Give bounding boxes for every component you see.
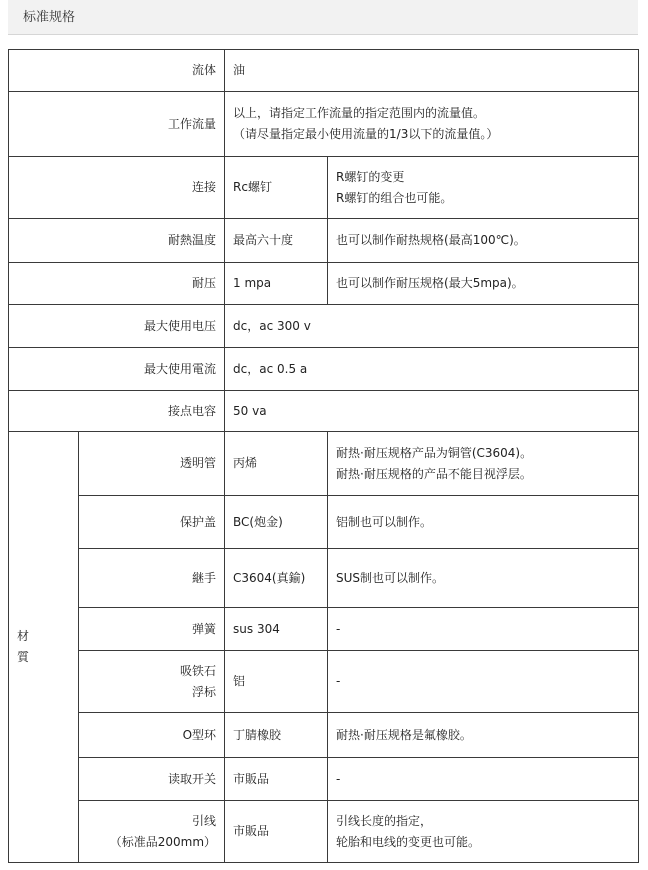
row-value: 1 mpa [225, 263, 328, 305]
note-line: R螺钉的变更 [336, 169, 405, 184]
row-label: 最大使用電流 [9, 348, 225, 391]
row-label: 耐压 [9, 263, 225, 305]
row-value: 市販品 [225, 758, 328, 801]
material-row-cover [9, 496, 639, 549]
row-value: dc，ac 300 v [225, 305, 639, 348]
material-row-magnet-float [9, 651, 639, 713]
row-label: 接点电容 [9, 391, 225, 432]
material-row-joint [9, 549, 639, 608]
label-line: 吸铁石 [180, 663, 217, 678]
spec-row-pressure [9, 263, 639, 305]
group-label-line: 材 [17, 629, 30, 643]
spec-row-current [9, 348, 639, 391]
row-note [328, 157, 639, 219]
row-value: dc，ac 0.5 a [225, 348, 639, 391]
row-value: 丁腈橡胶 [225, 713, 328, 758]
row-label: 弹簧 [79, 608, 225, 651]
row-label: O型环 [79, 713, 225, 758]
row-note: 也可以制作耐热规格(最高100℃)。 [328, 219, 639, 263]
label-line: 浮标 [192, 684, 217, 699]
spec-row-voltage [9, 305, 639, 348]
section-title: 标准规格 [8, 0, 638, 35]
spec-table [8, 49, 639, 863]
group-label-line: 質 [17, 650, 30, 664]
label-line: （标准品200mm） [109, 834, 217, 849]
row-value: C3604(真鍮) [225, 549, 328, 608]
row-value: BC(炮金) [225, 496, 328, 549]
value-line: 以上，请指定工作流量的指定范围内的流量值。 [233, 106, 486, 120]
row-label: 耐熱温度 [9, 219, 225, 263]
material-row-lead-wire [9, 801, 639, 863]
spec-row-contact [9, 391, 639, 432]
row-value [225, 92, 639, 157]
row-note: - [328, 758, 639, 801]
spec-row-fluid [9, 50, 639, 92]
note-line: 轮胎和电线的变更也可能。 [336, 834, 481, 849]
row-value: 丙烯 [225, 432, 328, 496]
row-note: - [328, 651, 639, 713]
spec-row-heat [9, 219, 639, 263]
note-line: R螺钉的组合也可能。 [336, 190, 453, 205]
row-value: 油 [225, 50, 639, 92]
row-label: 透明管 [79, 432, 225, 496]
spec-row-connection [9, 157, 639, 219]
row-note: 耐热·耐压规格是氟橡胶。 [328, 713, 639, 758]
row-value: 50 va [225, 391, 639, 432]
row-label: 流体 [9, 50, 225, 92]
material-row-spring [9, 608, 639, 651]
row-note [328, 432, 639, 496]
row-label: 读取开关 [79, 758, 225, 801]
row-label: 保护盖 [79, 496, 225, 549]
row-label: 継手 [79, 549, 225, 608]
row-value: sus 304 [225, 608, 328, 651]
material-row-tube [9, 432, 639, 496]
note-line: 耐热·耐压规格的产品不能目视浮层。 [336, 466, 532, 481]
row-note: - [328, 608, 639, 651]
row-label [79, 801, 225, 863]
value-line: （请尽量指定最小使用流量的1/3以下的流量值。） [233, 127, 499, 141]
material-row-reed-switch [9, 758, 639, 801]
row-note: 也可以制作耐压规格(最大5mpa)。 [328, 263, 639, 305]
row-note: 铝制也可以制作。 [328, 496, 639, 549]
row-note [328, 801, 639, 863]
row-label: 连接 [9, 157, 225, 219]
row-value: 市販品 [225, 801, 328, 863]
row-label [79, 651, 225, 713]
label-line: 引线 [192, 813, 217, 828]
spec-row-flow [9, 92, 639, 157]
note-line: 引线长度的指定， [336, 813, 433, 828]
material-row-oring [9, 713, 639, 758]
row-label: 最大使用电压 [9, 305, 225, 348]
note-line: 耐热·耐压规格产品为铜管(C3604)。 [336, 445, 533, 460]
row-value: Rc螺钉 [225, 157, 328, 219]
row-label: 工作流量 [9, 92, 225, 157]
row-note: SUS制也可以制作。 [328, 549, 639, 608]
row-value: 铝 [225, 651, 328, 713]
material-group-label [9, 432, 79, 863]
row-value: 最高六十度 [225, 219, 328, 263]
